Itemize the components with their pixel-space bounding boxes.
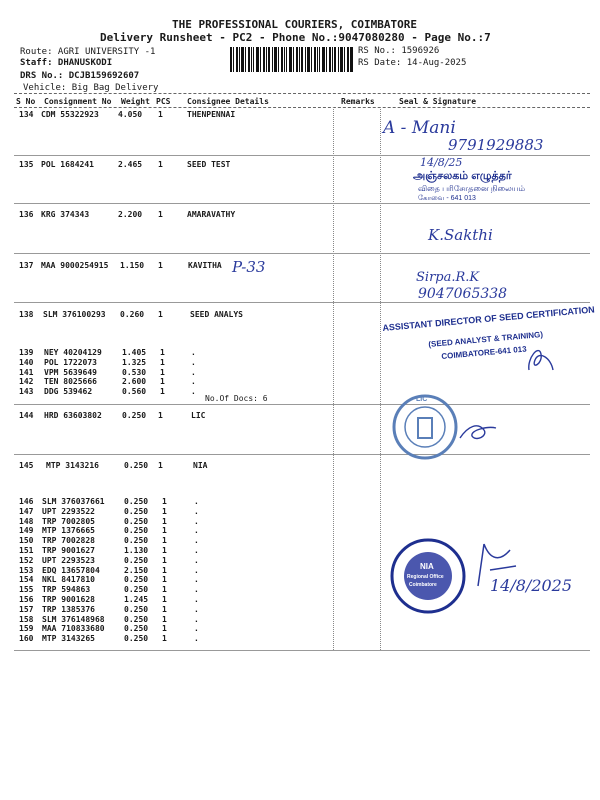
signature-134-phone: 9791929883 [448, 136, 544, 154]
row-weight: 0.250 [124, 624, 149, 634]
col-sno: S No [16, 97, 36, 106]
row-pcs: 1 [162, 555, 167, 565]
tamil-stamp-line2: விதை பரிசோதனை நிலையம் [418, 184, 525, 193]
row-pcs: 1 [162, 516, 167, 526]
rs-number: RS No.: 1596926 [358, 46, 440, 56]
row-sno: 153 [19, 565, 34, 575]
row-consignment: SLM 376100293 [43, 310, 106, 319]
header-bottom-rule [14, 107, 590, 108]
row-consignment: KRG 374343 [41, 210, 90, 219]
row-pcs: 1 [162, 624, 167, 634]
row-consignment: POL 1684241 [41, 160, 94, 169]
drs-number: DRS No.: DCJB159692607 [20, 71, 140, 81]
row-sno: 135 [19, 160, 34, 169]
row-consignee: . [194, 595, 199, 604]
row-sno: 152 [19, 555, 34, 565]
row-weight: 0.250 [124, 536, 149, 546]
row-consignment: TRP 7002805 [42, 516, 95, 526]
row-sno: 159 [19, 624, 34, 634]
row-sno: 156 [19, 595, 34, 604]
table-row [0, 261, 600, 272]
row-weight: 0.560 [122, 387, 147, 397]
row-consignment: TEN 8025666 [44, 377, 97, 387]
col-consignee: Consignee Details [187, 97, 269, 106]
row-pcs: 1 [162, 526, 167, 536]
row-weight: 0.530 [122, 367, 147, 377]
row-sno: 145 [19, 461, 34, 470]
row-pcs: 1 [160, 387, 165, 397]
route-label: Route: AGRI UNIVERSITY -1 [20, 47, 156, 57]
row-pcs: 1 [158, 461, 163, 470]
row-consignment: UPT 2293522 [42, 506, 95, 516]
barcode-graphic [230, 47, 353, 72]
row-consignee: . [194, 536, 199, 546]
row-pcs: 1 [162, 536, 167, 546]
nia-stamp-top: NIA [420, 562, 434, 571]
row-consignee: . [194, 506, 199, 516]
row-consignment: SLM 376037661 [42, 497, 105, 506]
row-consignee: AMARAVATHY [187, 210, 236, 219]
row-consignment: CDM 55322923 [41, 110, 99, 119]
row-consignment: SLM 376148968 [42, 614, 105, 624]
row-pcs: 1 [160, 367, 165, 377]
date-160: 14/8/2025 [490, 576, 573, 595]
row-divider [14, 404, 590, 405]
row-consignment: DDG 539462 [44, 387, 93, 397]
row-consignment: NEY 40204129 [44, 348, 102, 357]
row-pcs: 1 [162, 575, 167, 585]
row-consignment: POL 1722073 [44, 357, 97, 367]
row-consignment: TRP 9001627 [42, 546, 95, 555]
row-consignment: TRP 7002828 [42, 536, 95, 546]
row-pcs: 1 [158, 261, 163, 270]
row-pcs: 1 [162, 506, 167, 516]
row-pcs: 1 [162, 595, 167, 604]
lic-stamp-text: LIC [416, 396, 428, 403]
lic-signature-scribble [458, 418, 498, 446]
row-sno: 143 [19, 387, 34, 397]
docs-count: No.Of Docs: 6 [205, 394, 268, 403]
table-bottom-rule [14, 650, 590, 651]
col-remarks: Remarks [341, 97, 375, 106]
row-sno: 136 [19, 210, 34, 219]
row-consignee: . [194, 604, 199, 614]
row-weight: 2.150 [124, 565, 149, 575]
row-weight: 0.250 [124, 526, 149, 536]
signature-137-name: Sirpa.R.K [416, 270, 480, 285]
row-consignee: . [194, 624, 199, 634]
row-sno: 138 [19, 310, 34, 319]
row-pcs: 1 [162, 585, 167, 595]
row-consignee: . [194, 565, 199, 575]
row-pcs: 1 [160, 377, 165, 387]
row-consignee: . [191, 348, 196, 357]
row-divider [14, 302, 590, 303]
row-consignment: EDQ 13657804 [42, 565, 100, 575]
row-sno: 139 [19, 348, 34, 357]
row-weight: 0.250 [124, 614, 149, 624]
nia-stamp-mid: Regional Office [407, 574, 444, 580]
row-weight: 0.250 [124, 516, 149, 526]
staff-label: Staff: DHANUSKODI [20, 58, 113, 68]
row-weight: 0.260 [120, 310, 145, 319]
row-consignee: . [191, 377, 196, 387]
row-weight: 0.250 [124, 506, 149, 516]
row-sno: 141 [19, 367, 34, 377]
row-consignment: UPT 2293523 [42, 555, 95, 565]
row-pcs: 1 [158, 110, 163, 119]
row-consignee: SEED ANALYS [190, 310, 243, 319]
row-weight: 2.200 [118, 210, 143, 219]
table-row [0, 634, 600, 645]
row-weight: 4.050 [118, 110, 143, 119]
row-sno: 142 [19, 377, 34, 387]
row-consignment: NKL 8417810 [42, 575, 95, 585]
row-consignee: . [191, 387, 196, 397]
col-consignment: Consignment No [44, 97, 112, 106]
row-consignment: TRP 594863 [42, 585, 91, 595]
row-weight: 0.250 [124, 575, 149, 585]
row-sno: 158 [19, 614, 34, 624]
row-weight: 0.250 [124, 585, 149, 595]
seed-signature-scribble [525, 340, 555, 374]
row-pcs: 1 [162, 634, 167, 644]
nia-stamp-bottom: Coimbatore [409, 582, 437, 588]
row-pcs: 1 [162, 604, 167, 614]
company-title: THE PROFESSIONAL COURIERS, COIMBATORE [172, 18, 418, 31]
row-sno: 137 [19, 261, 34, 270]
signature-137-phone: 9047065338 [418, 286, 508, 302]
row-consignee: THENPENNAI [187, 110, 236, 119]
row-sno: 149 [19, 526, 34, 536]
seed-stamp-line2: (SEED ANALYST & TRAINING) [428, 329, 544, 349]
row-sno: 147 [19, 506, 34, 516]
row-weight: 0.250 [124, 634, 149, 644]
row-sno: 157 [19, 604, 34, 614]
row-pcs: 1 [158, 210, 163, 219]
row-weight: 0.250 [124, 497, 149, 506]
row-sno: 150 [19, 536, 34, 546]
vehicle-label: Vehicle: Big Bag Delivery [23, 83, 159, 93]
row-weight: 0.250 [124, 461, 149, 470]
row-consignee: . [194, 555, 199, 565]
row-pcs: 1 [162, 546, 167, 555]
seed-stamp-line1: ASSISTANT DIRECTOR OF SEED CERTIFICATION [382, 304, 596, 333]
row-consignment: TRP 9001628 [42, 595, 95, 604]
row-consignee: LIC [191, 411, 206, 420]
row-divider [14, 203, 590, 204]
row-weight: 1.325 [122, 357, 147, 367]
row-sno: 140 [19, 357, 34, 367]
row-consignee: NIA [193, 461, 208, 470]
row-pcs: 1 [158, 310, 163, 319]
tamil-stamp-line3: கோவை - 641 013 [418, 195, 476, 202]
row-consignment: TRP 1385376 [42, 604, 95, 614]
row-weight: 2.600 [122, 377, 147, 387]
signature-136: K.Sakthi [428, 226, 493, 244]
row-sno: 144 [19, 411, 34, 420]
row-consignee: . [194, 585, 199, 595]
col-weight: Weight [121, 97, 150, 106]
row-sno: 134 [19, 110, 34, 119]
row-sno: 154 [19, 575, 34, 585]
row-sno: 155 [19, 585, 34, 595]
row-sno: 146 [19, 497, 34, 506]
row-pcs: 1 [158, 160, 163, 169]
row-weight: 1.245 [124, 595, 149, 604]
row-pcs: 1 [160, 348, 165, 357]
row-consignee: . [191, 357, 196, 367]
col-pcs: PCS [156, 97, 171, 106]
table-row [0, 387, 600, 398]
row-consignee: . [191, 367, 196, 377]
handwritten-note-137: P-33 [232, 258, 266, 276]
row-weight: 0.250 [124, 555, 149, 565]
row-consignment: MTP 3143216 [46, 461, 99, 470]
row-divider [14, 454, 590, 455]
row-consignee: . [194, 516, 199, 526]
row-pcs: 1 [162, 497, 167, 506]
row-consignment: MTP 1376665 [42, 526, 95, 536]
row-sno: 148 [19, 516, 34, 526]
row-consignment: HRD 63603802 [44, 411, 102, 420]
col-seal: Seal & Signature [399, 97, 477, 106]
row-pcs: 1 [162, 565, 167, 575]
row-consignment: MAA 9000254915 [41, 261, 109, 270]
row-consignee: KAVITHA [188, 261, 222, 270]
row-consignee: . [194, 614, 199, 624]
row-consignee: . [194, 634, 199, 644]
row-weight: 2.465 [118, 160, 143, 169]
row-consignee: . [194, 575, 199, 585]
row-sno: 160 [19, 634, 34, 644]
row-pcs: 1 [158, 411, 163, 420]
tamil-stamp-line1: அஞ்சலகம் எழுத்தர் [413, 170, 512, 182]
row-sno: 151 [19, 546, 34, 555]
date-135: 14/8/25 [420, 156, 463, 169]
row-weight: 1.150 [120, 261, 145, 270]
seed-stamp-line3: COIMBATORE-641 013 [441, 344, 527, 361]
row-consignee: . [194, 497, 199, 506]
row-consignee: SEED TEST [187, 160, 231, 169]
table-row [0, 210, 600, 221]
row-weight: 0.250 [122, 411, 147, 420]
rs-date: RS Date: 14-Aug-2025 [358, 58, 467, 68]
table-row [0, 411, 600, 422]
barcode [230, 47, 353, 72]
table-row [0, 461, 600, 472]
row-consignment: MAA 710833680 [42, 624, 105, 634]
row-divider [14, 155, 590, 156]
row-divider [14, 253, 590, 254]
row-consignee: . [194, 526, 199, 536]
row-weight: 0.250 [124, 604, 149, 614]
signature-134-name: A - Mani [383, 118, 456, 138]
row-pcs: 1 [162, 614, 167, 624]
row-weight: 1.130 [124, 546, 149, 555]
runsheet-subtitle: Delivery Runsheet - PC2 - Phone No.:9047080280 - Page No.:7 [100, 31, 491, 44]
row-consignment: MTP 3143265 [42, 634, 95, 644]
row-consignment: VPM 5639649 [44, 367, 97, 377]
row-weight: 1.405 [122, 348, 147, 357]
row-pcs: 1 [160, 357, 165, 367]
row-consignee: . [194, 546, 199, 555]
table-row [0, 110, 600, 121]
header-top-rule [14, 93, 590, 94]
